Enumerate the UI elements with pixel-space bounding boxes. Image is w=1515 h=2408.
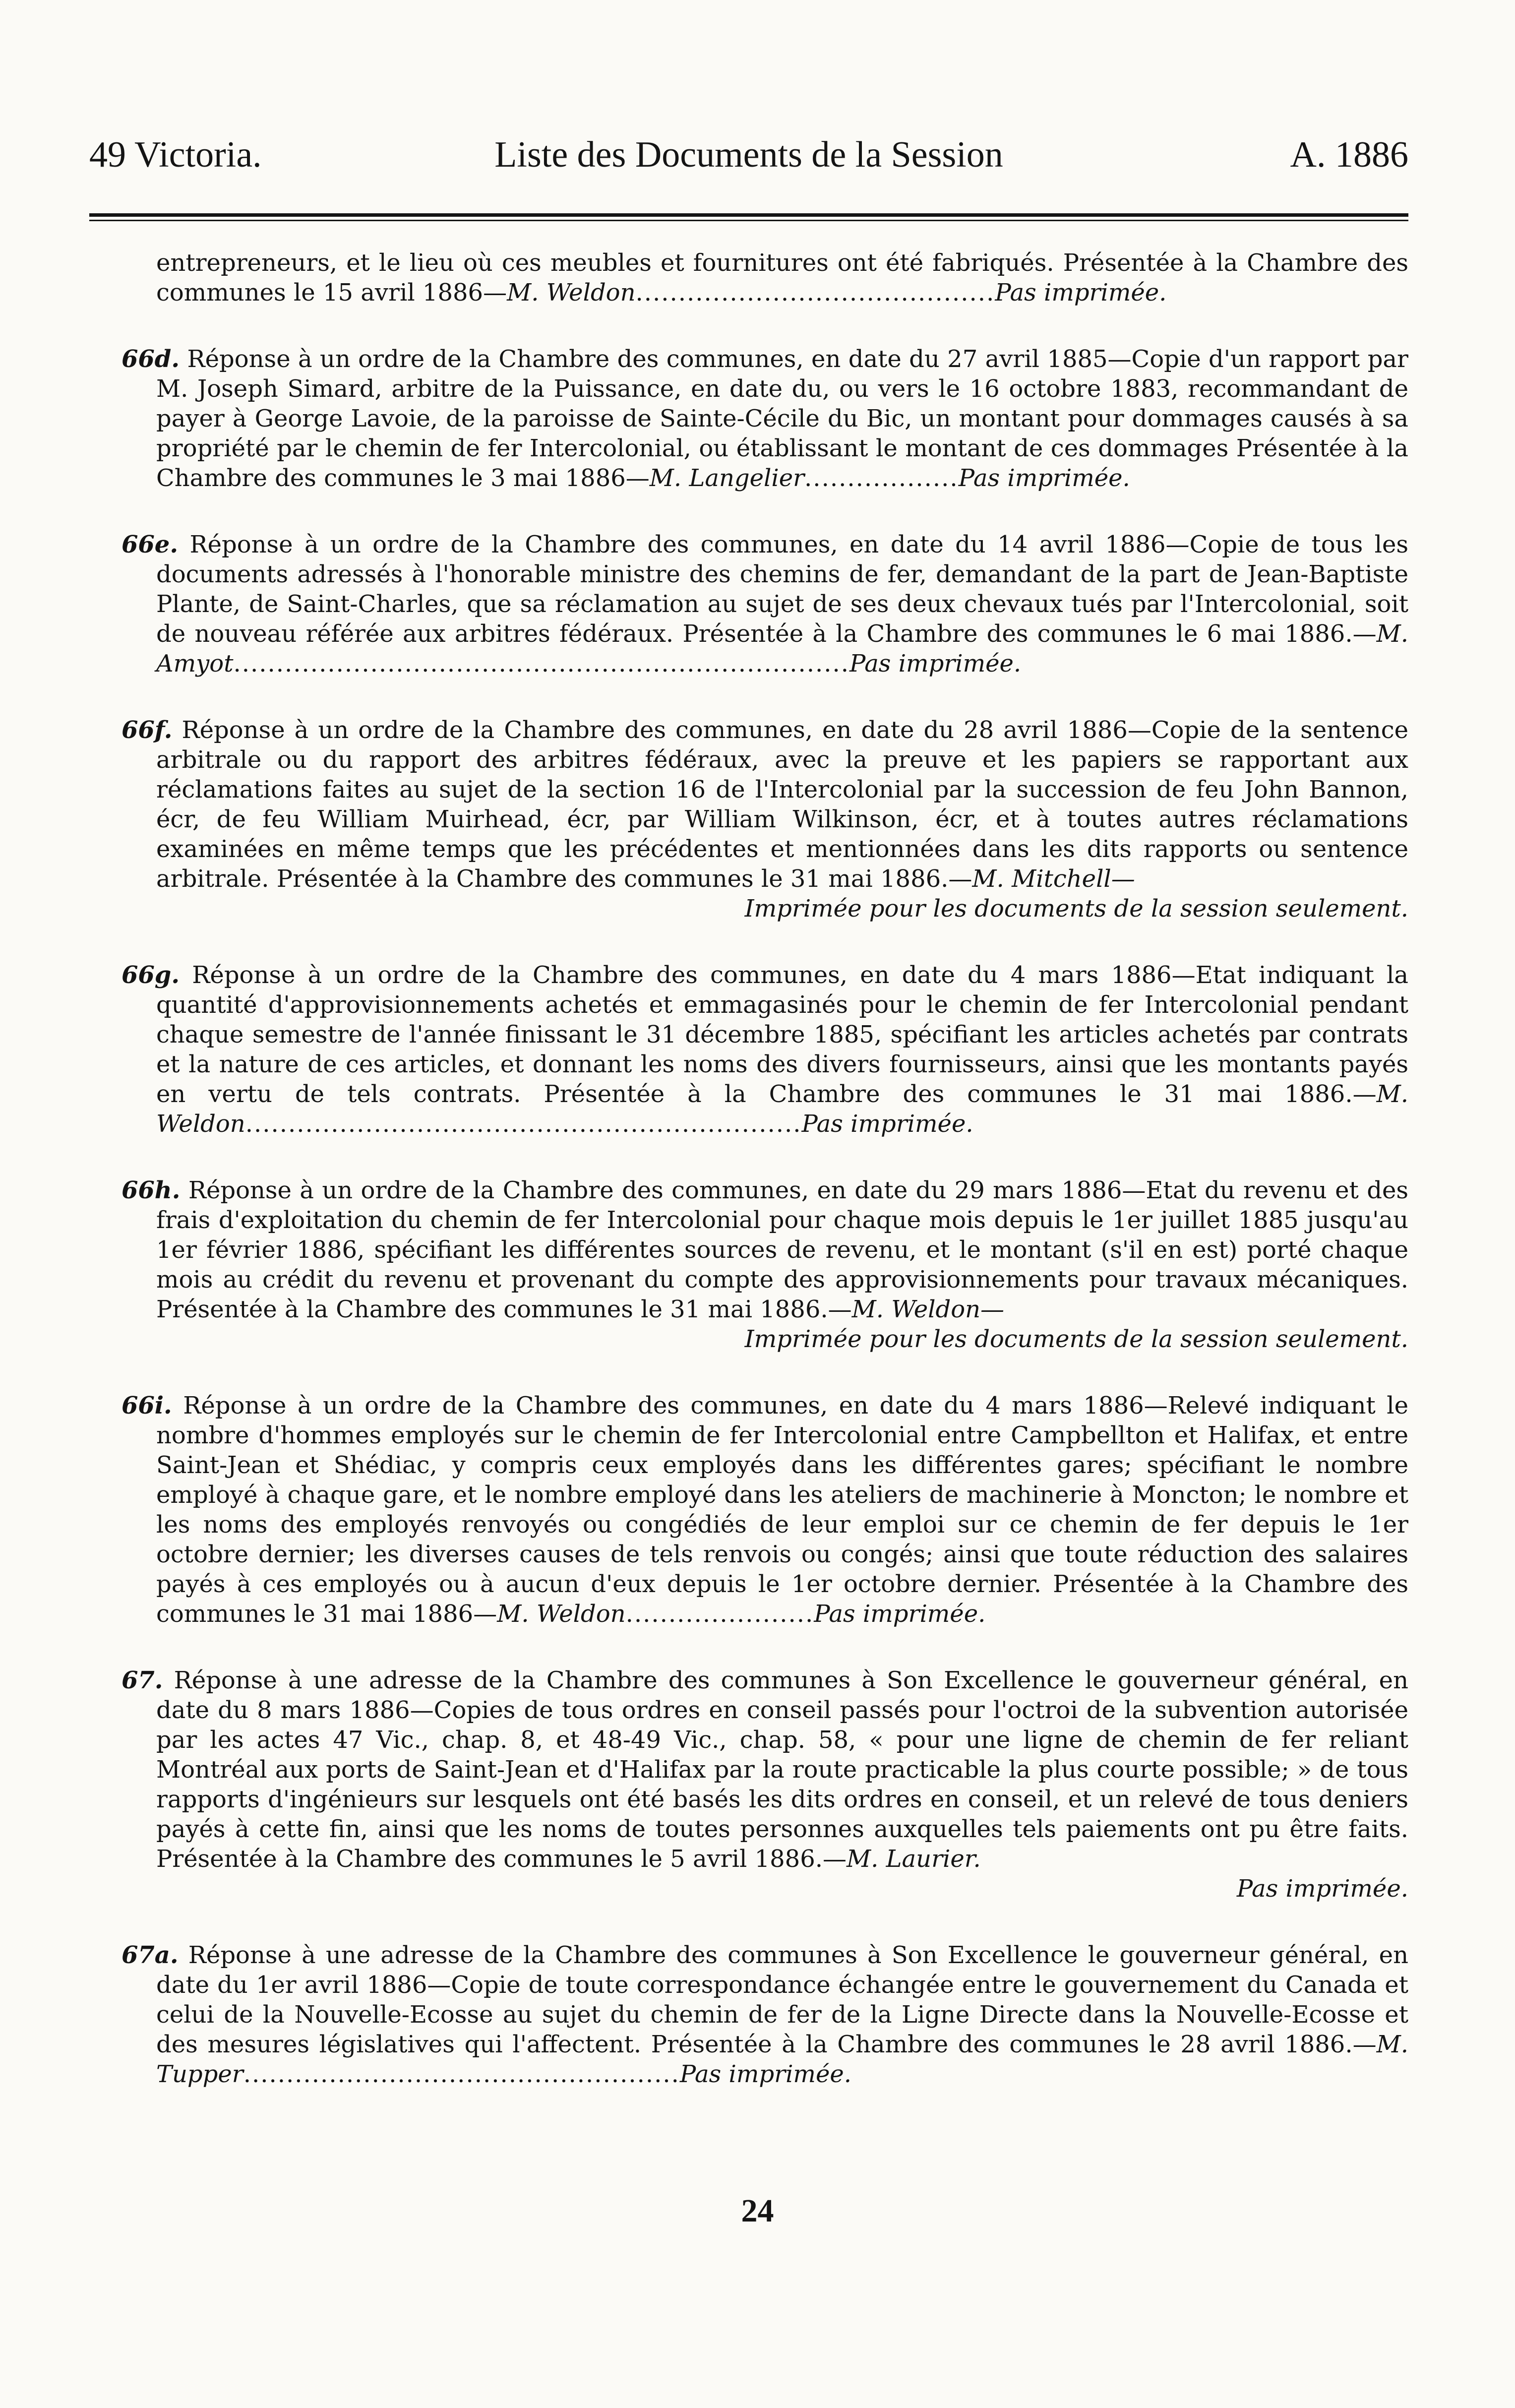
entry-number: 66g.: [121, 961, 180, 989]
header-year: A. 1886: [1290, 134, 1408, 175]
entry-member: M. Weldon: [507, 279, 636, 307]
header-title: Liste des Documents de la Session: [494, 134, 1003, 175]
entry-number: 66h.: [121, 1176, 181, 1204]
entry-text: Réponse à une adresse de la Chambre des communes à Son Excellence le gouverneur général, en date du 1er avril 1886—Copie de toute correspondance échangée entre le gouvernement du Canada et celui de la Nouvelle-Ecosse au sujet du chemin de fer de la Ligne Directe dans la Nouvelle-Ecosse et des mesures législatives qui l'affectent. Présentée à la Chambre des communes le 28 avril 1886.—: [156, 1941, 1408, 2058]
entry-66d: [121, 344, 1408, 493]
entry-number: 66f.: [121, 716, 173, 744]
entry-status: Pas imprimée.: [1236, 1875, 1408, 1903]
leader-dots: ..........................................: [635, 279, 995, 307]
entry-member: M. Laurier.: [847, 1845, 981, 1873]
entry-member: M. Weldon: [497, 1600, 626, 1628]
entry-member: M. Amyot: [156, 620, 1408, 678]
page-number: 24: [741, 2193, 774, 2229]
entry-number: 67a.: [121, 1941, 179, 1969]
entry-status: Imprimée pour les documents de la session seulement.: [744, 1325, 1408, 1353]
leader-dots: ........................................................................: [233, 650, 850, 678]
entry-member: M. Weldon—: [851, 1296, 1005, 1323]
entry-66e: [121, 530, 1408, 679]
entry-number: 66d.: [121, 345, 180, 373]
header-rule: [89, 213, 1408, 217]
document-body: [121, 248, 1408, 2126]
entry-member: M. Mitchell—: [972, 865, 1135, 893]
entry-text: Réponse à un ordre de la Chambre des communes, en date du 4 mars 1886—Relevé indiquant le nombre d'hommes employés sur le chemin de fer Intercolonial entre Campbellton et Halifax, et entre Saint-Jean et Shédiac, y compris ceux employés dans les différentes gares; spécifiant le nombre employé à chaque gare, et le nombre employé dans les ateliers de machinerie à Moncton; le nombre et les noms des employés renvoyés ou congédiés de leur emploi sur ce chemin de fer depuis le 1er octobre dernier; les diverses causes de tels renvois ou congés; ainsi que toute réduction des salaires payés à ces employés ou à aucun d'eux depuis le 1er octobre dernier. Présentée à la Chambre des communes le 31 mai 1886—: [156, 1392, 1408, 1628]
entry-67: [121, 1666, 1408, 1904]
entry-status: Pas imprimée.: [849, 650, 1022, 678]
entry-67a: [121, 1940, 1408, 2089]
entry-text: Réponse à un ordre de la Chambre des communes, en date du 28 avril 1886—Copie de la sentence arbitrale ou du rapport des arbitres fédéraux, avec la preuve et les papiers se rapportant aux réclamations faites au sujet de la section 16 de l'Intercolonial par la succession de feu John Bannon, écr, de feu William Muirhead, écr, par William Wilkinson, écr, et à toutes autres réclamations examinées en même temps que les précédentes et mentionnées dans les dits rapports ou sentence arbitrale. Présentée à la Chambre des communes le 31 mai 1886.—: [156, 716, 1408, 893]
leader-dots: ......................: [625, 1600, 814, 1628]
entry-text: Réponse à un ordre de la Chambre des communes, en date du 29 mars 1886—Etat du revenu et des frais d'exploitation du chemin de fer Intercolonial pour chaque mois depuis le 1er juillet 1885 jusqu'au 1er février 1886, spécifiant les différentes sources de revenu, et le montant (s'il en est) porté chaque mois au crédit du revenu et provenant du compte des approvisionnements pour travaux mécaniques. Présentée à la Chambre des communes le 31 mai 1886.—: [156, 1176, 1408, 1323]
leader-dots: ...................................................: [243, 2060, 680, 2088]
entry-number: 66e.: [121, 531, 179, 558]
entry-66g: [121, 960, 1408, 1139]
entry-66f: [121, 715, 1408, 924]
entry-text: Réponse à une adresse de la Chambre des communes à Son Excellence le gouverneur général, en date du 8 mars 1886—Copies de tous ordres en conseil passés pour l'octroi de la subvention autorisée par les actes 47 Vic., chap. 8, et 48-49 Vic., chap. 58, « pour une ligne de chemin de fer reliant Montréal aux ports de Saint-Jean et d'Halifax par la route practicable la plus courte possible; » de tous rapports d'ingénieurs sur lesquels ont été basés les dits ordres en conseil, et un relevé de tous deniers payés à cette fin, ainsi que les noms de toutes personnes auxquelles tels paiements ont pu être faits. Présentée à la Chambre des communes le 5 avril 1886.—: [156, 1667, 1408, 1873]
entry-continuation: [156, 248, 1408, 308]
entry-status: Pas imprimée.: [801, 1110, 973, 1138]
entry-member: M. Weldon: [156, 1080, 1408, 1138]
header-volume: 49 Victoria.: [89, 134, 262, 175]
entry-text: Réponse à un ordre de la Chambre des communes, en date du 4 mars 1886—Etat indiquant la quantité d'approvisionnements achetés et emmagasinés pour le chemin de fer Intercolonial pendant chaque semestre de l'année finissant le 31 décembre 1885, spécifiant les articles achetés par contrats et la nature de ces articles, et donnant les noms des divers fournisseurs, ainsi que les montants payés en vertu de tels contrats. Présentée à la Chambre des communes le 31 mai 1886.—: [156, 961, 1408, 1108]
leader-dots: .................................................................: [245, 1110, 802, 1138]
entry-status: Pas imprimée.: [679, 2060, 852, 2088]
entry-status: Pas imprimée.: [995, 279, 1167, 307]
running-header: [89, 130, 1408, 180]
entry-member: M. Langelier: [649, 464, 805, 492]
entry-status: Pas imprimée.: [958, 464, 1130, 492]
entry-number: 67.: [121, 1667, 163, 1694]
entry-66i: [121, 1391, 1408, 1629]
entry-number: 66i.: [121, 1392, 172, 1420]
entry-text: Réponse à un ordre de la Chambre des communes, en date du 14 avril 1886—Copie de tous les documents adressés à l'honorable ministre des chemins de fer, demandant de la part de Jean-Baptiste Plante, de Saint-Charles, que sa réclamation au sujet de ses deux chevaux tués par l'Intercolonial, soit de nouveau référée aux arbitres fédéraux. Présentée à la Chambre des communes le 6 mai 1886.—: [156, 531, 1409, 648]
header-rule-thin: [89, 220, 1408, 221]
leader-dots: ..................: [804, 464, 959, 492]
entry-status: Pas imprimée.: [814, 1600, 986, 1628]
entry-66h: [121, 1175, 1408, 1354]
entry-member: M. Tupper: [156, 2031, 1408, 2088]
entry-text: Réponse à un ordre de la Chambre des communes, en date du 27 avril 1885—Copie d'un rapport par M. Joseph Simard, arbitre de la Puissance, en date du, ou vers le 16 octobre 1883, recommandant de payer à George Lavoie, de la paroisse de Sainte-Cécile du Bic, un montant pour dommages causés à sa propriété par le chemin de fer Intercolonial, ou établissant le montant de ces dommages Présentée à la Chambre des communes le 3 mai 1886—: [156, 345, 1408, 492]
entry-status: Imprimée pour les documents de la session seulement.: [744, 895, 1408, 923]
entry-text: entrepreneurs, et le lieu où ces meubles et fournitures ont été fabriqués. Présentée à la Chambre des communes le 15 avril 1886—: [156, 249, 1408, 307]
